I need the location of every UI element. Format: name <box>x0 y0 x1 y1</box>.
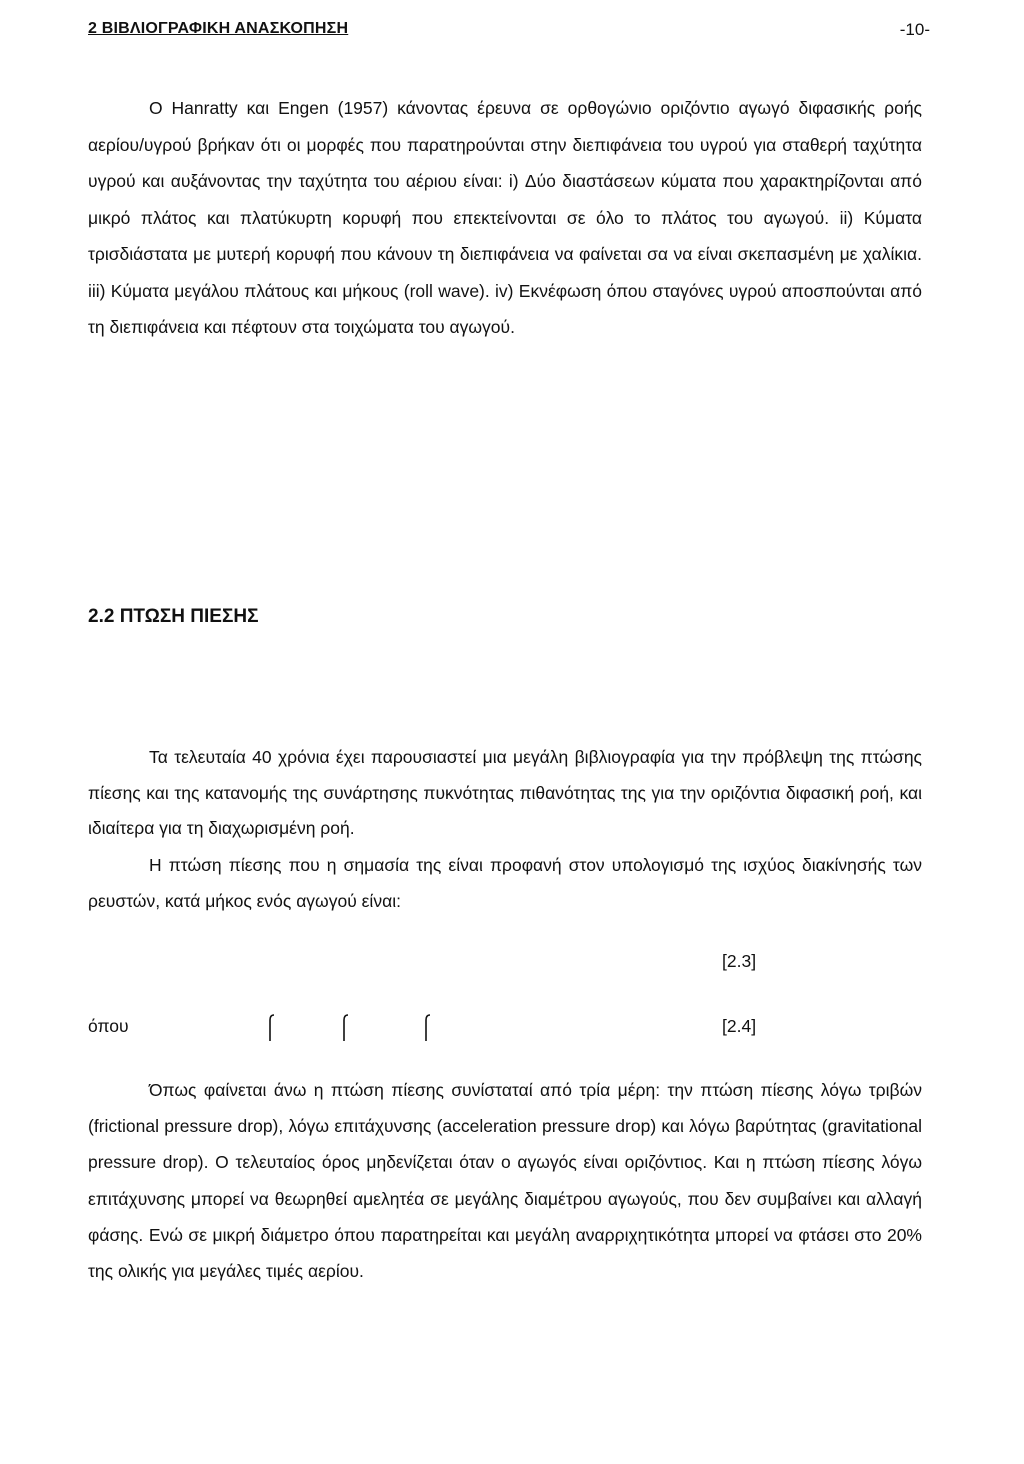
equation-bracket-1 <box>268 1014 276 1042</box>
equation-bracket-2 <box>342 1014 350 1042</box>
equation-number-2-3: [2.3] <box>722 951 757 971</box>
equation-bracket-3 <box>424 1014 432 1042</box>
where-label: όπου <box>88 1016 129 1036</box>
paragraph-pressure-drop-components: Όπως φαίνεται άνω η πτώση πίεσης συνίσταταί από τρία μέρη: την πτώση πίεσης λόγω τριβών (frictional pressure drop), λόγω επιτάχυνσης (acceleration pressure drop) και λόγω βαρύτητας (gravitational pressure drop). Ο τελευταίος όρος μηδενίζεται όταν ο αγωγός είναι οριζόντιος. Και η πτώση πίεσης λόγω επιτάχυνσης μπορεί να θεωρηθεί αμελητέα σε μεγάλης διαμέτρου αγωγούς, που δεν συμβαίνει και αλλαγή φάσης. Ενώ σε μικρή διάμετρο όπου παρατηρείται και μεγάλη αναρριχητικότητα μπορεί να φτάσει στο 20% της ολικής για μεγάλες τιμές αερίου. <box>88 1080 922 1282</box>
equation-number-2-4: [2.4] <box>722 1016 757 1036</box>
paragraph-literature: Τα τελευταία 40 χρόνια έχει παρουσιαστεί μια μεγάλη βιβλιογραφία για την πρόβλεψη της πτώσης πίεσης και της κατανομής της συνάρτησης πυκνότητας πιθανότητας της για την οριζόντια διφασική ροή, και ιδιαίτερα για τη διαχωρισμένη ροή. <box>88 747 922 838</box>
paragraph-flow-patterns: Ο Hanratty και Engen (1957) κάνοντας έρευνα σε ορθογώνιο οριζόντιο αγωγό διφασικής ροής αερίου/υγρού βρήκαν ότι οι μορφές που παρατηρούνται στην διεπιφάνεια του υγρού για σταθερή ταχύτητα υγρού και αυξάνοντας την ταχύτητα του αέριου είναι: i) Δύο διαστάσεων κύματα που χαρακτηρίζονται από μικρό πλάτος και πλατύκυρτη κορυφή που επεκτείνονται σε όλο το πλάτος του αγωγού. ii) Κύματα τρισδιάστατα με μυτερή κορυφή που κάνουν τη διεπιφάνεια να φαίνεται σα να είναι σκεπασμένη με χαλίκια. iii) Κύματα μεγάλου πλάτους και μήκους (roll wave). iv) Εκνέφωση όπου σταγόνες υγρού αποσπούνται από τη διεπιφάνεια και πέφτουν στα τοιχώματα του αγωγού. <box>88 98 922 337</box>
section-heading: 2.2 ΠΤΩΣΗ ΠΙΕΣΗΣ <box>88 606 259 627</box>
page-number: -10- <box>899 20 930 39</box>
paragraph-pressure-drop-intro: Η πτώση πίεσης που η σημασία της είναι προφανή στον υπολογισμό της ισχύος διακίνησής των ρευστών, κατά μήκος ενός αγωγού είναι: <box>88 855 922 911</box>
chapter-title: 2 ΒΙΒΛΙΟΓΡΑΦΙΚΗ ΑΝΑΣΚΟΠΗΣΗ <box>88 20 349 37</box>
